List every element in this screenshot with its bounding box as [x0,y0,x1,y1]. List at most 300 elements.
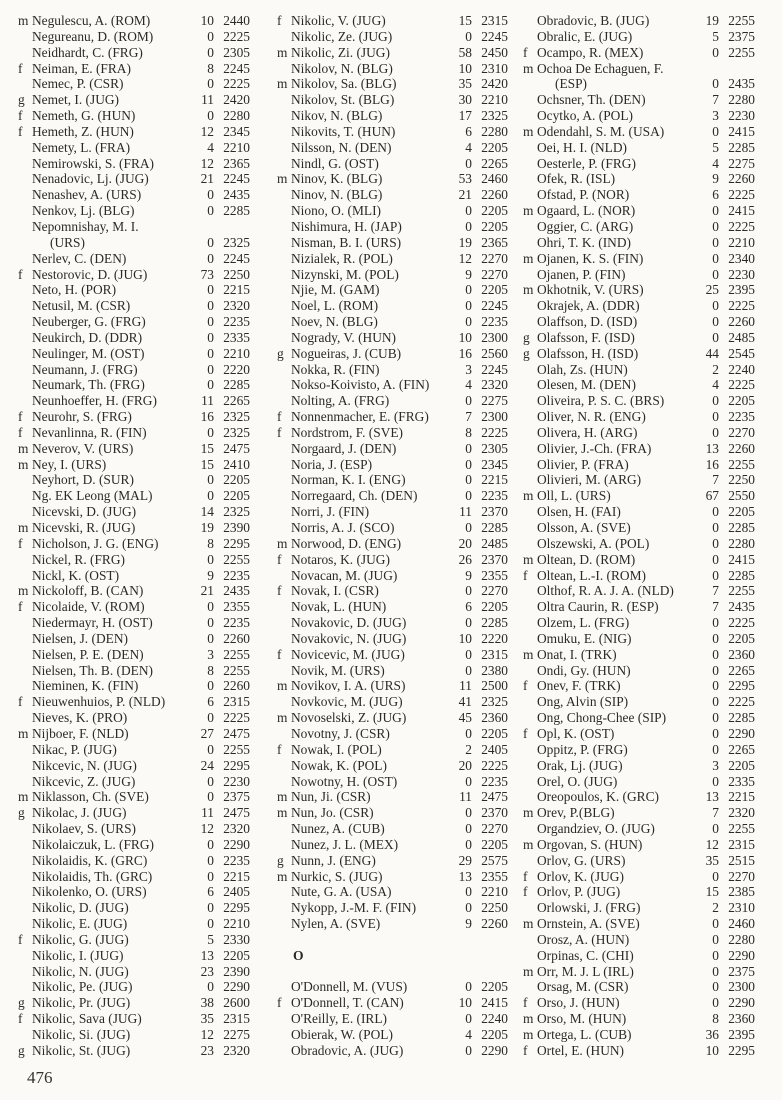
title-code: m [277,535,288,551]
games-count: 53 [458,171,472,187]
player-name: Hemeth, Z. (HUN) [32,123,134,139]
games-count: 23 [200,1042,214,1058]
title-code: f [18,424,23,440]
rating: 2435 [223,187,250,203]
player-entry [277,346,508,362]
rating: 2415 [481,995,508,1011]
player-entry [523,13,755,29]
rating: 2230 [728,108,755,124]
rating: 2210 [223,139,250,155]
player-entry [277,995,508,1011]
player-name: Oesterle, P. (FRG) [537,155,636,171]
rating: 2235 [223,852,250,868]
games-count: 24 [200,757,214,773]
player-entry [523,457,755,473]
player-entry [523,203,755,219]
rating: 2255 [223,551,250,567]
games-count: 0 [207,424,214,440]
title-code: f [523,995,528,1011]
rating: 2320 [481,377,508,393]
player-name: Oltean, L.-I. (ROM) [537,567,646,583]
player-entry [18,171,250,187]
rating: 2385 [728,884,755,900]
player-entry [523,425,755,441]
games-count: 0 [207,108,214,124]
games-count: 11 [201,805,214,821]
player-name: Organdziev, O. (JUG) [537,821,655,837]
rating: 2435 [223,583,250,599]
player-name: Nikolov, Sa. (BLG) [291,76,397,92]
player-name: Nizialek, R. (POL) [291,250,393,266]
player-name: Orgovan, S. (HUN) [537,836,643,852]
rating: 2215 [481,472,508,488]
rating: 2210 [223,916,250,932]
title-code: m [523,551,534,567]
games-count: 0 [712,916,719,932]
games-count: 9 [465,916,472,932]
player-name: Nogueiras, J. (CUB) [291,345,402,361]
games-count: 0 [465,821,472,837]
games-count: 11 [201,393,214,409]
rating: 2280 [223,108,250,124]
player-entry [18,995,250,1011]
title-code: m [523,1011,534,1027]
games-count: 0 [207,76,214,92]
rating: 2310 [728,900,755,916]
games-count: 0 [465,725,472,741]
player-name: Nikcevic, Z. (JUG) [32,773,136,789]
player-name: Ohri, T. K. (IND) [537,234,631,250]
games-count: 0 [207,678,214,694]
games-count: 0 [712,567,719,583]
player-name: Nun, Jo. (CSR) [291,805,374,821]
rating: 2325 [481,694,508,710]
rating: 2205 [481,836,508,852]
player-name: Nilsson, N. (DEN) [291,139,392,155]
player-name: Ofek, R. (ISL) [537,171,616,187]
rating: 2220 [481,630,508,646]
player-name: Nishimura, H. (JAP) [291,218,402,234]
player-entry [277,552,508,568]
rating: 2315 [728,836,755,852]
rating: 2255 [728,456,755,472]
rating: 2315 [223,1011,250,1027]
player-name: Ochsner, Th. (DEN) [537,92,646,108]
player-entry [277,45,508,61]
games-count: 4 [207,139,214,155]
games-count: 10 [458,60,472,76]
rating: 2275 [223,1027,250,1042]
player-name: Nikolov, St. (BLG) [291,92,395,108]
player-entry [18,647,250,663]
games-count: 4 [465,139,472,155]
player-entry [277,330,508,346]
rating: 2265 [223,393,250,409]
player-name: Noel, L. (ROM) [291,298,379,314]
rating: 2375 [223,789,250,805]
games-count: 35 [705,852,719,868]
rating: 2300 [481,409,508,425]
player-entry [523,710,755,726]
rating: 2320 [223,298,250,314]
games-count: 10 [200,13,214,28]
player-entry [18,758,250,774]
rating: 2205 [223,947,250,963]
player-entry [277,140,508,156]
rating: 2485 [728,329,755,345]
rating: 2340 [728,250,755,266]
player-name: O'Donnell, T. (CAN) [291,995,404,1011]
player-entry [277,742,508,758]
player-entry [18,599,250,615]
games-count: 7 [712,472,719,488]
player-name: Orr, M. J. L (IRL) [537,963,634,979]
rating: 2225 [728,694,755,710]
player-entry [18,726,250,742]
games-count: 0 [712,250,719,266]
player-name: Noev, N. (BLG) [291,314,378,330]
games-count: 0 [207,345,214,361]
player-entry [523,346,755,362]
games-count: 0 [207,852,214,868]
player-name: Olaffson, D. (ISD) [537,314,638,330]
games-count: 73 [200,266,214,282]
games-count: 26 [458,551,472,567]
rating: 2260 [728,171,755,187]
title-code: m [18,789,29,805]
rating: 2475 [223,805,250,821]
games-count: 0 [465,836,472,852]
rating: 2405 [223,884,250,900]
games-count: 0 [207,488,214,504]
title-code: g [277,852,284,868]
games-count: 38 [200,995,214,1011]
player-name: Nikolic, St. (JUG) [32,1042,131,1058]
rating: 2210 [223,345,250,361]
games-count: 0 [712,630,719,646]
player-entry [523,583,755,599]
player-entry [523,1011,755,1027]
rating: 2550 [728,488,755,504]
games-count: 44 [705,345,719,361]
player-name: Nisman, B. I. (URS) [291,234,402,250]
games-count: 0 [207,298,214,314]
rating: 2225 [728,298,755,314]
rating: 2225 [481,757,508,773]
player-name: Ofstad, P. (NOR) [537,187,630,203]
player-entry [523,1043,755,1059]
player-entry [18,393,250,409]
games-count: 0 [712,773,719,789]
player-entry [523,599,755,615]
player-name: Nikolaidis, Th. (GRC) [32,868,153,884]
player-name: Onat, I. (TRK) [537,646,617,662]
title-code: f [18,535,23,551]
games-count: 15 [705,884,719,900]
player-name: Oll, L. (URS) [537,488,611,504]
player-name: Odendahl, S. M. (USA) [537,123,665,139]
rating: 2325 [223,424,250,440]
player-name: Ong, Chong-Chee (SIP) [537,710,667,726]
player-name: Neuberger, G. (FRG) [32,314,146,330]
player-entry [277,536,508,552]
rating: 2255 [728,44,755,60]
games-count: 11 [459,504,472,520]
games-count: 12 [705,836,719,852]
player-entry [18,29,250,45]
player-name: Olszewski, A. (POL) [537,535,650,551]
player-name: Notaros, K. (JUG) [291,551,390,567]
player-name: Nikolic, Si. (JUG) [32,1027,131,1042]
player-entry [277,362,508,378]
player-name: Neto, H. (POR) [32,282,117,298]
player-name: Oggier, C. (ARG) [537,218,634,234]
player-entry [277,488,508,504]
player-name: Ochoa De Echaguen, F. [537,60,664,76]
player-name: Nemet, I. (JUG) [32,92,120,108]
title-code: g [18,805,25,821]
player-name: Nikov, N. (BLG) [291,108,383,124]
player-name: Nenadovic, Lj. (JUG) [32,171,149,187]
player-entry [18,219,250,251]
player-entry [18,805,250,821]
player-name: Onev, F. (TRK) [537,678,621,694]
title-code: f [277,583,282,599]
games-count: 0 [207,773,214,789]
player-name: Norgaard, J. (DEN) [291,440,397,456]
rating: 2410 [223,456,250,472]
player-entry [277,76,508,92]
player-entry [523,29,755,45]
rating: 2365 [481,234,508,250]
player-entry [523,916,755,932]
rating: 2285 [728,710,755,726]
player-entry [18,552,250,568]
games-count: 0 [207,377,214,393]
player-entry [523,758,755,774]
games-count: 12 [200,123,214,139]
games-count: 7 [712,92,719,108]
player-entry [277,235,508,251]
player-entry [18,346,250,362]
rating: 2205 [223,472,250,488]
rating: 2600 [223,995,250,1011]
player-name: Nemec, P. (CSR) [32,76,124,92]
games-count: 4 [712,155,719,171]
player-name: Nindl, G. (OST) [291,155,379,171]
games-count: 25 [705,282,719,298]
rating: 2280 [728,535,755,551]
player-entry [523,171,755,187]
player-name: Niedermayr, H. (OST) [32,615,153,631]
rating: 2270 [481,583,508,599]
player-name: Ninov, K. (BLG) [291,171,383,187]
games-count: 0 [465,28,472,44]
player-name: Olah, Zs. (HUN) [537,361,628,377]
player-entry [277,568,508,584]
player-name: Nikolic, V. (JUG) [291,13,386,28]
games-count: 13 [705,789,719,805]
games-count: 0 [712,44,719,60]
rating: 2210 [728,234,755,250]
player-name: Neverov, V. (URS) [32,440,134,456]
title-code: m [277,44,288,60]
rating: 2295 [728,1042,755,1058]
player-name: Nokka, R. (FIN) [291,361,380,377]
rating: 2295 [223,900,250,916]
player-entry [523,393,755,409]
player-entry [18,13,250,29]
games-count: 6 [712,187,719,203]
player-name: Ng. EK Leong (MAL) [32,488,153,504]
games-count: 0 [465,615,472,631]
title-code: m [523,836,534,852]
player-entry [277,869,508,885]
rating: 2205 [223,488,250,504]
column-1 [18,13,250,1059]
player-entry [277,203,508,219]
rating: 2270 [481,250,508,266]
player-entry [18,536,250,552]
player-name: Nickl, K. (OST) [32,567,120,583]
games-count: 27 [200,725,214,741]
player-entry [18,156,250,172]
rating: 2355 [481,868,508,884]
player-name: Nunez, A. (CUB) [291,821,385,837]
player-entry [277,409,508,425]
games-count: 30 [458,92,472,108]
player-entry [18,837,250,853]
player-entry [523,900,755,916]
games-count: 19 [705,13,719,28]
player-entry [523,45,755,61]
games-count: 16 [200,409,214,425]
rating: 2290 [728,725,755,741]
rating: 2235 [481,488,508,504]
games-count: 9 [465,567,472,583]
player-entry [18,1011,250,1027]
games-count: 8 [207,662,214,678]
rating: 2395 [728,1027,755,1042]
player-name: Njie, M. (GAM) [291,282,380,298]
player-name: Obierak, W. (POL) [291,1026,393,1042]
rating: 2475 [223,440,250,456]
player-entry [523,314,755,330]
player-entry [277,472,508,488]
player-entry [277,1043,508,1059]
rating: 2265 [728,741,755,757]
games-count: 0 [712,868,719,884]
games-count: 8 [712,1011,719,1027]
rating: 2235 [728,409,755,425]
rating: 2475 [481,789,508,805]
games-count: 23 [200,963,214,979]
games-count: 0 [712,963,719,979]
rating: 2330 [223,931,250,947]
player-name: Orsag, M. (CSR) [537,979,629,995]
title-code: m [523,1027,534,1042]
player-name: Ojanen, P. (FIN) [537,266,626,282]
player-entry [18,124,250,140]
player-name: Noria, J. (ESP) [291,456,373,472]
player-name: Nowak, I. (POL) [291,741,382,757]
games-count: 0 [712,424,719,440]
title-code: m [277,868,288,884]
player-name: Nemety, L. (FRA) [32,139,131,155]
rating: 2205 [728,630,755,646]
games-count: 0 [207,900,214,916]
player-entry [277,615,508,631]
rating: 2370 [481,504,508,520]
player-entry [523,108,755,124]
player-name: Oreopoulos, K. (GRC) [537,789,659,805]
title-code: g [523,345,530,361]
games-count: 0 [465,1042,472,1058]
rating: 2230 [728,266,755,282]
games-count: 0 [712,725,719,741]
player-name: Niono, O. (MLI) [291,203,382,219]
player-name: Nunez, J. L. (MEX) [291,836,399,852]
games-count: 11 [201,92,214,108]
player-name: Nikolic, N. (JUG) [32,963,129,979]
games-count: 0 [465,520,472,535]
games-count: 0 [712,393,719,409]
player-name: Orlov, G. (URS) [537,852,626,868]
games-count: 0 [207,472,214,488]
games-count: 35 [458,76,472,92]
player-entry [523,377,755,393]
player-name: Negulescu, A. (ROM) [32,13,151,28]
rating: 2270 [728,424,755,440]
player-name: Nemeth, G. (HUN) [32,108,136,124]
player-name: Neyhort, D. (SUR) [32,472,134,488]
player-name: Nielsen, Th. B. (DEN) [32,662,153,678]
rating: 2215 [728,789,755,805]
player-name: Nurkic, S. (JUG) [291,868,383,884]
player-entry [277,13,508,29]
games-count: 7 [712,599,719,615]
player-entry [277,663,508,679]
rating: 2355 [223,599,250,615]
rating: 2205 [481,282,508,298]
player-name: Olivier, P. (FRA) [537,456,629,472]
player-entry [523,282,755,298]
rating: 2285 [481,520,508,535]
player-entry [18,377,250,393]
player-entry [18,61,250,77]
player-name: Orak, Lj. (JUG) [537,757,623,773]
player-name: Ogaard, L. (NOR) [537,203,636,219]
player-entry [277,583,508,599]
player-entry [523,267,755,283]
player-name: Nikolaiczuk, L. (FRG) [32,836,154,852]
rating: 2290 [223,836,250,852]
player-name: Orlowski, J. (FRG) [537,900,641,916]
player-name: Nunn, J. (ENG) [291,852,376,868]
title-code: f [523,567,528,583]
title-code: m [523,963,534,979]
player-entry [523,61,755,93]
title-code: m [523,203,534,219]
title-code: f [18,123,23,139]
rating: 2290 [728,995,755,1011]
player-name: Nikolic, Sava (JUG) [32,1011,142,1027]
games-count: 0 [465,662,472,678]
rating: 2225 [728,377,755,393]
player-entry [277,171,508,187]
player-name: Oppitz, P. (FRG) [537,741,628,757]
games-count: 0 [465,900,472,916]
